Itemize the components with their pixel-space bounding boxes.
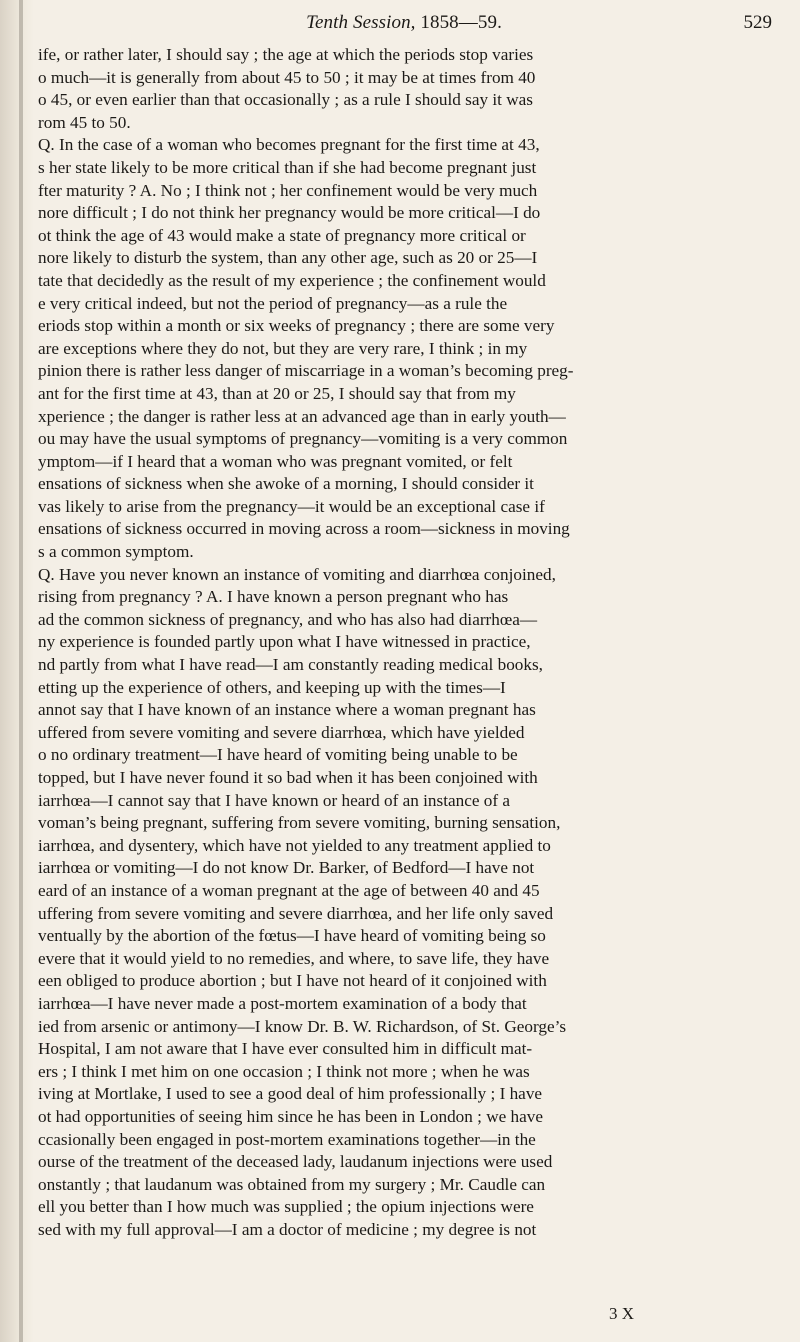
text-line: tate that decidedly as the result of my experience ; the confinement would (38, 270, 546, 290)
text-line: ymptom—if I heard that a woman who was pregnant vomited, or felt (38, 451, 513, 471)
text-line: eard of an instance of a woman pregnant at the age of between 40 and 45 (38, 880, 540, 900)
running-title-years: 1858—59. (415, 12, 502, 33)
text-line: annot say that I have known of an instance where a woman pregnant has (38, 700, 536, 720)
text-line: ccasionally been engaged in post-mortem examinations together—in the (38, 1129, 536, 1149)
text-line: o no ordinary treatment—I have heard of vomiting being unable to be (38, 745, 518, 765)
text-line: evere that it would yield to no remedies, and where, to save life, they have (38, 948, 550, 968)
page-number: 529 (743, 12, 772, 33)
text-line: xperience ; the danger is rather less at an advanced age than in early youth— (38, 406, 566, 426)
text-line: uffered from severe vomiting and severe diarrhœa, which have yielded (38, 722, 525, 742)
text-line: voman’s being pregnant, suffering from severe vomiting, burning sensation, (38, 813, 561, 833)
running-title (36, 8, 772, 38)
text-line: are exceptions where they do not, but they are very rare, I think ; in my (38, 338, 528, 358)
text-line: ensations of sickness occurred in moving across a room—sickness in moving (38, 519, 570, 539)
signature-mark: 3 X (608, 1304, 634, 1323)
text-line: nore difficult ; I do not think her pregnancy would be more critical—I do (38, 203, 541, 223)
text-line: eriods stop within a month or six weeks of pregnancy ; there are some very (38, 316, 555, 336)
text-line: s her state likely to be more critical than if she had become pregnant just (38, 157, 537, 177)
body-text (38, 44, 779, 1241)
text-line: sed with my full approval—I am a doctor of medicine ; my degree is not (38, 1219, 537, 1239)
text-line: s a common symptom. (38, 542, 194, 562)
text-line: etting up the experience of others, and keeping up with the times—I (38, 677, 506, 697)
text-line: e very critical indeed, but not the period of pregnancy—as a rule the (38, 293, 508, 313)
text-line: onstantly ; that laudanum was obtained from my surgery ; Mr. Caudle can (38, 1174, 546, 1194)
text-line: ot think the age of 43 would make a state of pregnancy more critical or (38, 225, 526, 245)
text-line: ad the common sickness of pregnancy, and who has also had diarrhœa— (38, 609, 538, 629)
text-line: iarrhœa, and dysentery, which have not yielded to any treatment applied to (38, 835, 551, 855)
text-line: ant for the first time at 43, than at 20 or 25, I should say that from my (38, 383, 516, 403)
binding-gutter (0, 0, 34, 1342)
running-head (36, 8, 772, 38)
text-line: iving at Mortlake, I used to see a good deal of him professionally ; I have (38, 1084, 543, 1104)
text-line: ers ; I think I met him on one occasion ; I think not more ; when he was (38, 1061, 530, 1081)
text-line: iarrhœa—I cannot say that I have known or heard of an instance of a (38, 790, 510, 810)
text-line: ell you better than I how much was supplied ; the opium injections were (38, 1197, 534, 1217)
text-line: ot had opportunities of seeing him since he has been in London ; we have (38, 1106, 544, 1126)
text-line: Q. Have you never known an instance of vomiting and diarrhœa conjoined, (38, 564, 556, 584)
text-line: een obliged to produce abortion ; but I have not heard of it conjoined with (38, 971, 547, 991)
text-line: rising from pregnancy ? A. I have known a person pregnant who has (38, 587, 509, 607)
binding-edge-line (19, 0, 23, 1342)
text-line: Q. In the case of a woman who becomes pregnant for the first time at 43, (38, 135, 540, 155)
text-line: o 45, or even earlier than that occasionally ; as a rule I should say it was (38, 90, 533, 110)
text-line: ensations of sickness when she awoke of a morning, I should consider it (38, 474, 534, 494)
text-line: o much—it is generally from about 45 to 50 ; it may be at times from 40 (38, 67, 536, 87)
text-line: vas likely to arise from the pregnancy—it would be an exceptional case if (38, 496, 545, 516)
text-line: ny experience is founded partly upon what I have witnessed in practice, (38, 632, 531, 652)
text-line: rom 45 to 50. (38, 112, 131, 132)
text-line: nore likely to disturb the system, than any other age, such as 20 or 25—I (38, 248, 538, 268)
text-line: topped, but I have never found it so bad when it has been conjoined with (38, 768, 538, 787)
text-line: fter maturity ? A. No ; I think not ; her confinement would be very much (38, 180, 538, 200)
text-line: ourse of the treatment of the deceased lady, laudanum injections were used (38, 1152, 553, 1172)
text-line: nd partly from what I have read—I am constantly reading medical books, (38, 655, 543, 675)
text-line: uffering from severe vomiting and severe diarrhœa, and her life only saved (38, 903, 554, 923)
running-title-italic: Tenth Session, (306, 12, 416, 33)
text-line: ife, or rather later, I should say ; the age at which the periods stop varies (38, 45, 534, 64)
text-line: pinion there is rather less danger of miscarriage in a woman’s becoming preg- (38, 361, 574, 381)
text-line: Hospital, I am not aware that I have ever consulted him in difficult mat- (38, 1039, 533, 1059)
text-line: ied from arsenic or antimony—I know Dr. B. W. Richardson, of St. George’s (38, 1016, 567, 1036)
text-line: ou may have the usual symptoms of pregnancy—vomiting is a very common (38, 429, 568, 449)
text-line: iarrhœa or vomiting—I do not know Dr. Barker, of Bedford—I have not (38, 858, 535, 878)
text-line: iarrhœa—I have never made a post-mortem examination of a body that (38, 993, 527, 1013)
text-line: ventually by the abortion of the fœtus—I have heard of vomiting being so (38, 926, 546, 946)
